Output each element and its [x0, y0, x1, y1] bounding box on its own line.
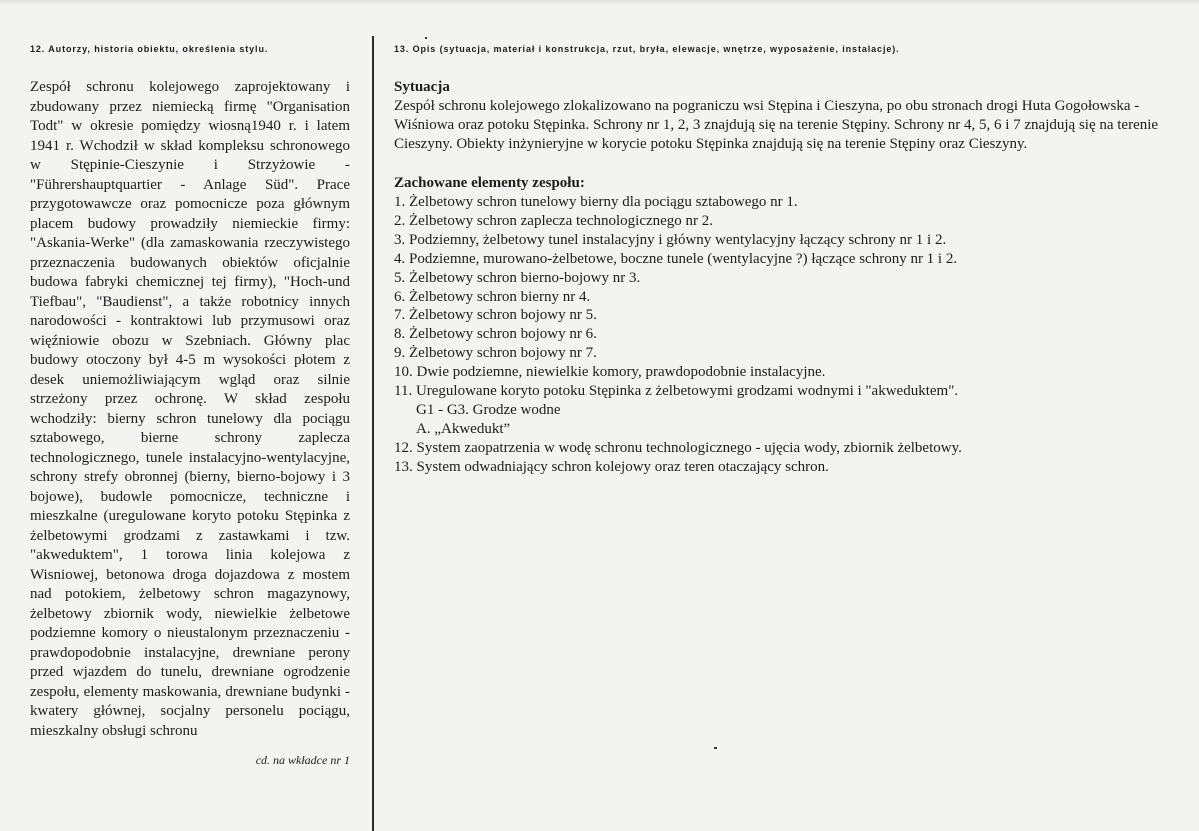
history-text: Zespół schronu kolejowego zaprojektowany i zbudowany przez niemiecką firmę "Organisation Todt" w okresie pomiędzy wiosną1940 r. i latem 1941 r. Wchodził w skład kompleksu schronowego w Stępinie-Cieszynie i Strzyżowie - "Führershauptquartier - Anlage Süd". Prace przygotowawcze oraz pomocnicze poza głównym placem budowy prowadziły niemieckie firmy: "Askania-Werke" (dla zamaskowania rzeczywistego przeznaczenia budowanych obiektów oficjalnie budowa fabryki chemicznej tej firmy), "Hoch-und Tiefbau", "Baudienst", a także robotnicy innych narodowości - kontraktowi lub przymusowi oraz więźniowie obozu w Szebniach. Główny plac budowy otoczony był 4-5 m wysokości płotem z desek uniemożliwiającym wgląd oraz silnie strzeżony przez ochronę. W skład zespołu wchodziły: bierny schron tunelowy dla pociągu sztabowego, bierne schrony zaplecza technologicznego, tunele instalacyjno-wentylacyjne, schrony strefy obronnej (bierny, bierno-bojowy i 3 bojowe), budowle pomocnicze, techniczne i mieszkalne (uregulowane koryto potoku Stępinka z żelbetowymi grodzami z zastawkami i tzw. "akweduktem", 1 torowa linia kolejowa z Wisniowej, betonowa droga dojazdowa z mostem nad potokiem, żelbetowy schron magazynowy, żelbetowy zbiornik wody, niewielkie żelbetowe podziemne komory o nieustalonym przeznaczeniu - prawdopodobnie instalacyjne, drewniane perony przed wjazdem do tunelu, drewniane ogrodzenie zespołu, elementy maskowania, drewniane budynki - kwatery głównej, socjalny personelu pociągu, mieszkalny obsługi schronu — [30, 79, 350, 739]
list-item: 7. Żelbetowy schron bojowy nr 5. — [394, 307, 597, 324]
column-divider — [372, 36, 374, 831]
list-subitem: G1 - G3. Grodze wodne — [416, 401, 561, 418]
list-item: 8. Żelbetowy schron bojowy nr 6. — [394, 326, 597, 343]
list-subitem: A. „Akwedukt” — [416, 420, 511, 437]
list-item: 4. Podziemne, murowano-żelbetowe, boczne tunele (wentylacyjne ?) łączące schrony nr 1 i 2. — [394, 250, 958, 267]
list-item: 3. Podziemny, żelbetowy tunel instalacyjny i główny wentylacyjny łączący schrony nr 1 i 2. — [394, 231, 947, 248]
left-column — [30, 44, 350, 768]
situation-text: Zespół schronu kolejowego zlokalizowano na pograniczu wsi Stępina i Cieszyna, po obu stronach drogi Huta Gogołowska - Wiśniowa oraz potoku Stępinka. Schrony nr 1, 2, 3 znajdują się na terenie Stępiny. Schrony nr 4, 5, 6 i 7 znajdują się na terenie Cieszyny. Obiekty inżynieryjne w korycie potoku Stępinka znajdują się na terenie Stępiny oraz Cieszyny. — [394, 98, 1159, 152]
list-item: 10. Dwie podziemne, niewielkie komory, prawdopodobnie instalacyjne. — [394, 364, 826, 381]
continued-note: cd. na wkładce nr 1 — [255, 753, 350, 767]
list-item: 12. System zaopatrzenia w wodę schronu technologicznego - ujęcia wody, zbiornik żelbetowy. — [394, 439, 962, 456]
scan-speck — [714, 747, 717, 749]
list-item: 13. System odwadniający schron kolejowy oraz teren otaczający schron. — [394, 458, 829, 475]
situation-heading: Sytuacja — [394, 79, 450, 95]
scan-edge — [0, 0, 1199, 6]
scan-speck — [425, 37, 427, 39]
section-13-heading: 13. Opis (sytuacja, materiał i konstrukcja, rzut, bryła, elewacje, wnętrze, wyposażenie, instalacje). — [394, 44, 900, 54]
elements-heading: Zachowane elementy zespołu: — [394, 175, 585, 191]
right-column — [394, 44, 1184, 477]
list-item: 2. Żelbetowy schron zaplecza technologicznego nr 2. — [394, 212, 714, 229]
elements-list — [394, 193, 1184, 477]
list-item: 11. Uregulowane koryto potoku Stępinka z żelbetowymi grodzami wodnymi i "akweduktem". — [394, 383, 959, 400]
list-item: 5. Żelbetowy schron bierno-bojowy nr 3. — [394, 269, 641, 286]
section-12-heading: 12. Autorzy, historia obiektu, określenia stylu. — [30, 44, 269, 54]
list-item: 1. Żelbetowy schron tunelowy bierny dla pociągu sztabowego nr 1. — [394, 194, 798, 210]
list-item: 9. Żelbetowy schron bojowy nr 7. — [394, 345, 597, 362]
list-item: 6. Żelbetowy schron bierny nr 4. — [394, 288, 591, 305]
